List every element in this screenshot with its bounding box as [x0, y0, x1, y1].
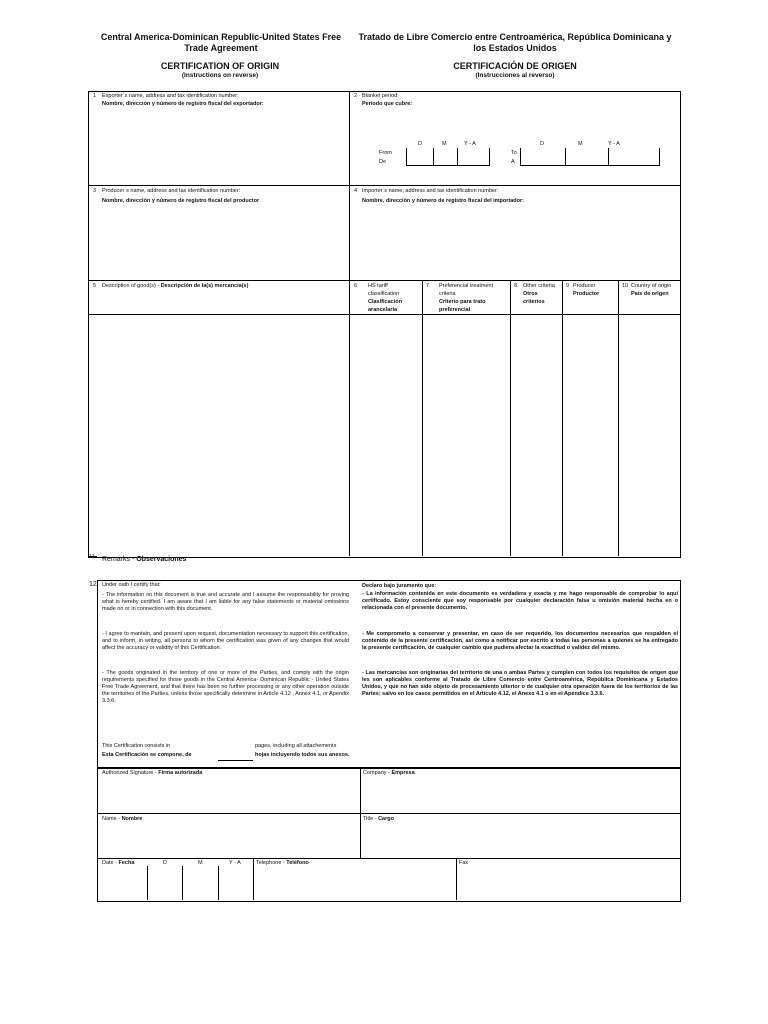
telephone-label-en: Telephone - — [256, 860, 287, 866]
remarks-label-es: Observaciones — [136, 556, 187, 563]
fax-label: Fax — [459, 860, 469, 866]
pages-label-es: hojas incluyendo todos sus anexos. — [255, 752, 350, 758]
to-label: To — [511, 150, 517, 156]
title-en: Central America-Dominican Republic-United States Free Trade Agreement — [100, 32, 342, 53]
pages-label-en: pages, including all attachements — [255, 743, 337, 749]
field11-number: 11 — [89, 554, 95, 560]
field8-label-en: Other criteria — [523, 283, 555, 289]
name-label-es: Nombre — [121, 816, 143, 822]
field5-label-en: Description of good(s) - — [102, 283, 161, 289]
field7-label-es1: Criterio para trato — [439, 299, 486, 305]
company-label — [363, 770, 415, 777]
name-label-en: Name - — [102, 816, 122, 822]
field10-label-en: Country of origin — [631, 283, 672, 289]
field7-label-es2: preferencial — [439, 307, 471, 313]
name-label — [102, 816, 142, 823]
cert-title-en: CERTIFICATION OF ORIGIN — [160, 61, 280, 71]
company-label-en: Company - — [363, 770, 392, 776]
importer-field[interactable] — [353, 208, 677, 278]
declaration-es-p3: - Las mercancías son originarias del territorio de una o ambas Partes y cumplen con todos los requisitos de origen que les son aplicables conforme al Tratado de Libre Comercio entre Centroamérica, República Dominicana y Estados Unidos, y que no han sido objeto de procesamiento ulterior o de cualquier otra operación fuera de los territorios de las Partes; salvo en los casos permitidos en el Artículo 4.12, el Anexo 4.1 o en el Apéndice 3.3.6. — [362, 670, 678, 697]
title-label-es: Cargo — [378, 816, 394, 822]
field3-number: 3 — [93, 188, 97, 194]
consists-label-en: This Certification consists in — [102, 743, 171, 749]
field5-label-es: Descripción de la(s) mercancía(s) — [160, 283, 249, 289]
company-label-es: Empresa — [391, 770, 415, 776]
title-field[interactable] — [362, 825, 678, 857]
from-label-es: De — [379, 159, 387, 165]
field9-label-en: Producer — [573, 283, 596, 289]
field6-label-en1: HS tariff — [368, 283, 388, 289]
name-field[interactable] — [99, 825, 358, 857]
field7-label-en2: criteria — [439, 291, 456, 297]
exporter-field[interactable] — [92, 112, 346, 182]
field6-label-es1: Clasificación — [368, 299, 402, 305]
field1-number: 1 — [93, 93, 97, 99]
title-es: Tratado de Libre Comercio entre Centroamérica, República Dominicana y los Estados Unidos — [358, 32, 672, 53]
date-label — [102, 860, 134, 867]
date-ya-label: Y - A — [229, 860, 241, 866]
declaration-intro-es: Declaro bajo juramento que: — [362, 583, 437, 589]
declaration-en-p2: - I agree to mantain, and present upon request, documentation necessary to support this certification, and to inform, in writing, all persons to whom the certification was given of any changes that would affect the accuracy or validity of this Certification. — [102, 631, 349, 651]
signature-field[interactable] — [99, 779, 358, 811]
country-origin-field[interactable] — [620, 316, 678, 554]
field2-label-en: Blanket period: — [362, 93, 399, 99]
field4-label-en: Importer´s name, address and tax identification number: — [362, 188, 499, 194]
declaration-intro-en: Under oath I certify that: — [102, 582, 161, 588]
declaration-en-p1: - The information on this document is true and accurate and I assume the responsability for proving what is hereby certified. I am aware that I am liable for any false statements or material omissions made on or in connection with this document. — [102, 592, 349, 612]
from-ya-label: Y - A — [464, 141, 476, 147]
field1-label-en: Exporter´s name, address and tax identification number: — [102, 93, 239, 99]
date-m-label: M — [198, 860, 203, 866]
field6-label-en2: classification — [368, 291, 400, 297]
date-year-field[interactable] — [219, 867, 252, 899]
producer-field[interactable] — [92, 208, 346, 278]
to-m-label: M — [578, 141, 583, 147]
auth-signature-label — [102, 770, 202, 777]
auth-signature-label-es: Firma autorizada — [158, 770, 203, 776]
field4-label-es: Nombre, dirección y número de registro fiscal del importador: — [362, 198, 524, 204]
field5-number: 5 — [93, 283, 97, 289]
declaration-es-p2: - Me comprometo a conservar y presentar, en caso de ser requerido, los documentos necesarios que respalden el contenido de la presente certificación, así como a notificar por escrito a todas las personas a quienes se ha entregado la presente certificación, de cualquier cambio que pudiera afectar la exactitud o validez del mismo. — [362, 631, 678, 651]
from-date-boxes[interactable] — [406, 148, 490, 166]
field7-number: 7 — [426, 283, 430, 289]
from-label: From — [379, 150, 392, 156]
remarks-field[interactable] — [100, 566, 678, 578]
hs-tariff-field[interactable] — [351, 316, 421, 554]
company-field[interactable] — [362, 779, 678, 811]
telephone-label — [256, 860, 309, 867]
field9-label-es: Productor — [573, 291, 600, 297]
to-ya-label: Y - A — [608, 141, 620, 147]
other-criteria-field[interactable] — [512, 316, 561, 554]
producer-yn-field[interactable] — [564, 316, 617, 554]
field4-number: 4 — [354, 188, 358, 194]
fax-field[interactable] — [458, 868, 678, 899]
title-label-en: Title - — [363, 816, 379, 822]
field3-label-es: Nombre, dirección y número de registro fiscal del productor — [102, 198, 260, 204]
field7-label-en1: Preferencial treatment — [439, 283, 494, 289]
date-d-label: D — [163, 860, 167, 866]
declaration-en-p3: - The goods originated in the territory of one or more of the Parties, and comply with the origin requirements specified for those goods in the Central America- Dominican Republic - United States Free Trade Agreement, and that there has been no further processing or any other operation outside the territories of the Parties, unless those specifically determine in Article 4.12 , Annex 4.1, or Apendix 3.3.6. — [102, 670, 349, 704]
field8-label-es1: Otros — [523, 291, 538, 297]
telephone-label-es: Teléfono — [286, 860, 309, 866]
to-date-boxes[interactable] — [520, 148, 660, 166]
field2-label-es: Período que cubre: — [362, 101, 413, 107]
to-d-label: D — [540, 141, 544, 147]
field9-number: 9 — [566, 283, 570, 289]
from-d-label: D — [418, 141, 422, 147]
field8-number: 8 — [514, 283, 518, 289]
declaration-es-p1: - La información contenida en este documento es verdadera y exacta y me hago responsable de comprobar lo aquí certificado. Estoy consciente que soy responsable por cualquier declaración falsa u omisión material hecha en o relacionada con el presente documento. — [362, 591, 678, 611]
remarks-label-en: Remarks - — [102, 556, 137, 563]
date-label-es: Fecha — [118, 860, 135, 866]
field6-number: 6 — [354, 283, 358, 289]
field8-label-es2: criterios — [523, 299, 545, 305]
to-label-es: A — [511, 159, 515, 165]
field12-number: 12 — [89, 581, 97, 588]
instructions-en: (Instructions on reverse) — [181, 72, 259, 79]
title-label — [363, 816, 394, 823]
field5-label — [102, 283, 248, 290]
field10-number: 10 — [622, 283, 629, 289]
instructions-es: (Instrucciones al reverso) — [475, 72, 555, 79]
from-m-label: M — [442, 141, 447, 147]
field10-label-es: País de origen — [631, 291, 669, 297]
field6-label-es2: arancelaria — [368, 307, 398, 313]
date-month-field[interactable] — [183, 867, 217, 899]
consists-label-es: Esta Certificación se compone, de — [102, 752, 192, 758]
telephone-field[interactable] — [255, 868, 455, 899]
cert-title-es: CERTIFICACIÓN DE ORIGEN — [453, 61, 577, 71]
field2-number: 2 — [354, 93, 358, 99]
page-count-field[interactable] — [218, 744, 253, 761]
auth-signature-label-en: Authorized Signature - — [102, 770, 159, 776]
date-day-field[interactable] — [148, 867, 181, 899]
field3-label-en: Producer´s name, address and tax identification number: — [102, 188, 241, 194]
field1-label-es: Nombre, dirección y número de registro fiscal del exportador: — [102, 101, 264, 107]
date-label-en: Date - — [102, 860, 119, 866]
goods-description-field[interactable] — [92, 318, 346, 554]
preferential-criteria-field[interactable] — [424, 316, 509, 554]
remarks-label — [102, 556, 186, 563]
